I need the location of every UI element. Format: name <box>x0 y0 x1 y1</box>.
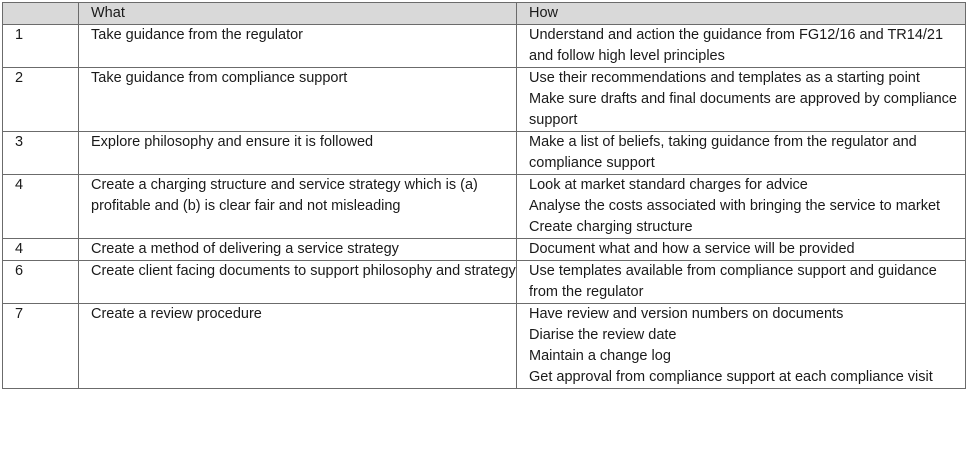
row-number: 2 <box>3 68 79 132</box>
header-row <box>3 3 966 25</box>
row-what: Explore philosophy and ensure it is followed <box>79 132 517 175</box>
table-row <box>3 25 966 68</box>
row-number: 6 <box>3 261 79 304</box>
row-how <box>517 304 966 389</box>
how-line: Document what and how a service will be provided <box>529 241 855 257</box>
row-what: Create a method of delivering a service strategy <box>79 239 517 261</box>
how-line: Look at market standard charges for advice <box>529 177 808 193</box>
row-number: 7 <box>3 304 79 389</box>
how-line: Use templates available from compliance support and guidance from the regulator <box>529 263 937 300</box>
row-number: 4 <box>3 239 79 261</box>
table-row <box>3 132 966 175</box>
how-line: Analyse the costs associated with bringing the service to market <box>529 198 941 214</box>
row-how <box>517 239 966 261</box>
how-line: Maintain a change log <box>529 348 671 364</box>
row-how <box>517 25 966 68</box>
row-what: Take guidance from compliance support <box>79 68 517 132</box>
row-what: Take guidance from the regulator <box>79 25 517 68</box>
row-how <box>517 132 966 175</box>
row-number: 3 <box>3 132 79 175</box>
guidance-table <box>2 2 966 389</box>
how-line: Get approval from compliance support at each compliance visit <box>529 369 933 385</box>
how-line: Have review and version numbers on documents <box>529 306 844 322</box>
table-row <box>3 304 966 389</box>
how-line: Diarise the review date <box>529 327 677 343</box>
table-row <box>3 68 966 132</box>
row-number: 4 <box>3 175 79 239</box>
row-how <box>517 261 966 304</box>
header-what: What <box>79 3 517 25</box>
header-how: How <box>517 3 966 25</box>
table-row <box>3 239 966 261</box>
table-row <box>3 261 966 304</box>
row-what: Create client facing documents to support philosophy and strategy <box>79 261 517 304</box>
row-what: Create a review procedure <box>79 304 517 389</box>
row-how <box>517 68 966 132</box>
row-what: Create a charging structure and service strategy which is (a) profitable and (b) is clear fair and not misleading <box>79 175 517 239</box>
how-line: Understand and action the guidance from FG12/16 and TR14/21 and follow high level principles <box>529 27 944 64</box>
how-line: Use their recommendations and templates as a starting point <box>529 70 920 86</box>
table-row <box>3 175 966 239</box>
row-how <box>517 175 966 239</box>
row-number: 1 <box>3 25 79 68</box>
header-number <box>3 3 79 25</box>
how-line: Make a list of beliefs, taking guidance from the regulator and compliance support <box>529 134 917 171</box>
how-line: Make sure drafts and final documents are approved by compliance support <box>529 91 957 128</box>
how-line: Create charging structure <box>529 219 693 235</box>
